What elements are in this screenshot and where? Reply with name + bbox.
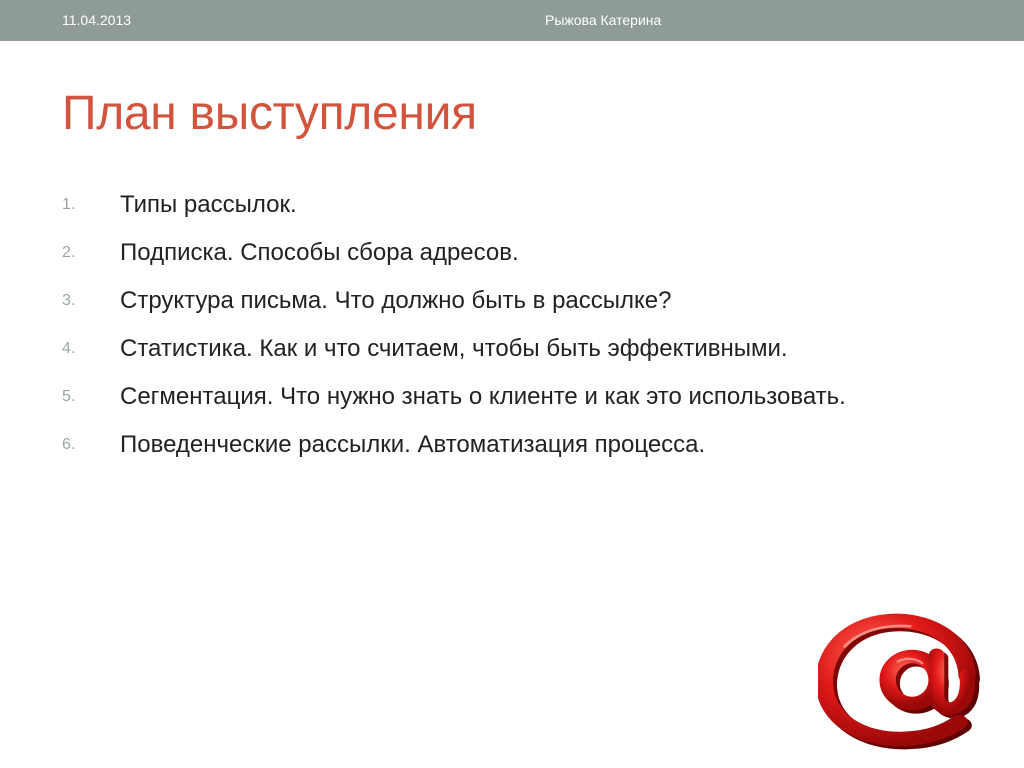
agenda-item-number: 5.: [62, 388, 76, 405]
slide-author: Рыжова Катерина: [545, 12, 662, 28]
agenda-item-number: 1.: [62, 196, 76, 213]
agenda-item: [62, 332, 942, 366]
agenda-item: [62, 284, 942, 318]
agenda-item-text: Структура письма. Что должно быть в рассылке?: [120, 287, 672, 314]
agenda-item-text: Статистика. Как и что считаем, чтобы быть эффективными.: [120, 335, 788, 362]
slide-header-bar: [0, 0, 1024, 41]
agenda-item-text: Подписка. Способы сбора адресов.: [120, 239, 519, 266]
agenda-item-number: 3.: [62, 292, 76, 309]
slide-date: 11.04.2013: [62, 12, 132, 28]
agenda-item-text: Поведенческие рассылки. Автоматизация процесса.: [120, 431, 706, 458]
agenda-item: [62, 428, 942, 462]
agenda-item-text: Типы рассылок.: [120, 191, 297, 218]
agenda-item: [62, 380, 942, 414]
agenda-item: [62, 188, 942, 222]
agenda-list: [62, 188, 942, 476]
agenda-item-number: 6.: [62, 436, 76, 453]
agenda-item-number: 4.: [62, 340, 76, 357]
agenda-item-text: Сегментация. Что нужно знать о клиенте и как это использовать.: [120, 383, 846, 410]
agenda-item-number: 2.: [62, 244, 76, 261]
at-sign-icon: [818, 600, 994, 750]
agenda-item: [62, 236, 942, 270]
slide-title: План выступления: [62, 87, 477, 140]
